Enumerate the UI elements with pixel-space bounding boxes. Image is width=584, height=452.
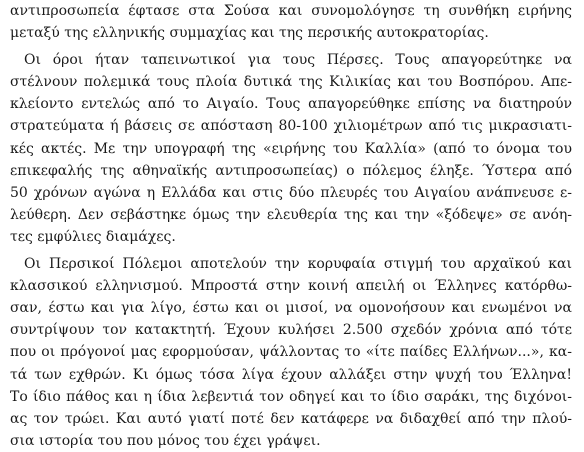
text-line: λεύθερη. Δεν σεβάστηκε όμως την ελευθερία της και την «ξόδεψε» σε ανόη- [10, 206, 572, 223]
text-line: 50 χρόνων αγώνα η Ελλάδα και στις δύο πλευρές του Αιγαίου ανάπνευσε ε- [10, 184, 572, 201]
text-line: τες εμφύλιες διαμάχες. [10, 228, 176, 245]
text-line: ας τον τρώει. Και αυτό γιατί ποτέ δεν κατάφερε να διδαχθεί από την πλού- [10, 410, 572, 427]
text-line: στρατεύματα ή βάσεις σε απόσταση 80-100 χιλιομέτρων από τις μικρασιατι- [10, 118, 572, 135]
text-line: τά των εχθρών. Κι όμως τόσα λίγα έχουν αλλάξει στην ψυχή του Έλληνα! [10, 366, 572, 383]
text-line: στέλνουν πολεμικά τους πλοία δυτικά της Κιλικίας και του Βοσπόρου. Απε- [10, 74, 572, 91]
text-line: επικεφαλής της αθηναϊκής αντιπροσωπείας) ο πόλεμος έληξε. Ύστερα από [10, 162, 572, 179]
paragraph-2 [10, 49, 572, 248]
text-line: κές ακτές. Με την υπογραφή της «ειρήνης του Καλλία» (από το όνομα του [10, 140, 572, 157]
text-line: Οι όροι ήταν ταπεινωτικοί για τους Πέρσες. Τους απαγορεύτηκε να [24, 52, 572, 69]
text-line: κλασσικού ελληνισμού. Μπροστά στην κοινή απειλή οι Έλληνες κατόρθω- [10, 278, 572, 295]
text-line: σια ιστορία του που μόνος του έχει γράψει. [10, 432, 321, 449]
text-line: αντιπροσωπεία έφτασε στα Σούσα και συνομολόγησε τη συνθήκη ειρήνης [10, 3, 572, 19]
text-line: συντρίψουν τον κατακτητή. Έχουν κυλήσει 2.500 σχεδόν χρόνια από τότε [10, 322, 572, 339]
document-page [10, 0, 572, 452]
text-line: μεταξύ της ελληνικής συμμαχίας και της περσικής αυτοκρατορίας. [10, 25, 489, 42]
paragraph-3 [10, 253, 572, 452]
paragraph-1 [10, 0, 572, 44]
text-line: κλείοντο εντελώς από το Αιγαίο. Τους απαγορεύθηκε επίσης να διατηρούν [10, 96, 572, 113]
text-line: σαν, έστω και για λίγο, έστω και οι μισοί, να ομονοήσουν και ενωμένοι να [10, 300, 572, 317]
text-line: Οι Περσικοί Πόλεμοι αποτελούν την κορυφαία στιγμή του αρχαϊκού και [24, 256, 572, 273]
text-line: που οι πρόγονοί μας εφορμούσαν, ψάλλοντας το «ίτε παίδες Ελλήνων...», κα- [10, 344, 572, 361]
text-line: Το ίδιο πάθος και η ίδια λεβεντιά τον οδηγεί και το ίδιο σαράκι, της διχόνοι- [10, 388, 572, 405]
